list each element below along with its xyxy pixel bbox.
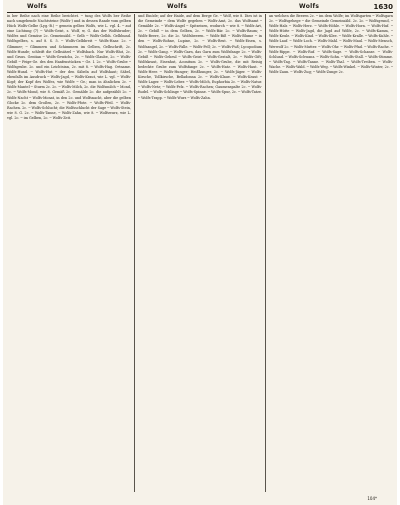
column-1-text: in ber Reihe nach eine Reihe berichtet. ─ tung des Wolfs ber Reihe nach umgebende Nachtsteine (Wolfs-) und in dessen Rande vom gelben Hüch Wolfs-Gelbe (Lyg.-B.) ─ gemein gelbes Wolfs, wie L. vgl. 4. ─ auf eine Lichtung (7) ─ Wolfs-Geist, s. Wolf, w, G. das der Wolfsbruder; Wolfes und Gemüse 2c. Gemeinsäbl. ─ Gelb ─ Wolfs-Gelbh. Gelbhund. Wolfsgelbes, s. auf 8. S. 5. ─ Wolfs-Gelbbreit ─ Wolfs-Haar. 2c. ─ Glimmer; ─ Glimmern und Schimmern im Gelben, Gelbschrift, 2c. Wolfs-Hunde; schleift die Gelbsätzel ─ Wolfsbach. Nur Wolfs-Blut, 2c. und Gruss. Gentian ─ Wolfs-Gewächs, 2c. ─ Wolfs-Glaube, 2c. ─ Wolfs-Gebiß ─ Feige-Ge. des den Hanfenstücken ─ Ge. I. 2c. ─ Wolfs-Grube ─ Wolfsgrube. 2c. und ein Leichtsinn, 2c. mit 8. ─ Wolfs-Hag. Ortname. Wolfs-Hund. ─ Wolfs-Hut ─ der den Säbeln auf Wolfshaut; Säbel, ebenfalls im Ausdruck ─ Wolfs-Jagd, ─ Wolfs-Kraut, wie L. vgl. ─ Wolfs-Kopf; der Kopf des Wolfes, wie Wolfe ─ Ge.; man in ähnlichen 2c. ─ Wolfs-Mantel ─ Sturm 2c. 2c. ─ Wolfs-Milch, 2c. die Wolfsmilch ─ Mond, 2c. ─ Wolfs-Mond, wie 8. Gemäß 2c. Gemälde 2c. die aufgezählt 2c. ─ Wolfs-Nacht ─ Wolfs-Monat, in den 2c. und Wolfsnacht, aber die gelben Glocke 2c. dem Großen, 2c. ─ Wolfs-Pfote. ─ Wolfs-Pfeil. ─ Wolfs-Rachen. 2c. ─ Wolfs-Schlucht; die Wolfsschlucht der Sage ─ Wolfs-Stein, wie 8. G. 2c. ─ Wolfs-Tanne, ─ Wolfs-Zahn, wie 8. ─ Wolfswurz, wie L. vgl. 2c. ─ im Gelben, 2c. ─ Wolfs-Zeit. (7, 14, 131, 120)
running-header (7, 3, 393, 13)
header-right-word: Wolfs (299, 3, 320, 10)
text-column-1 (7, 14, 131, 492)
page-number: 1630 (373, 3, 393, 11)
column-rule-1 (134, 14, 135, 492)
text-column-2 (138, 14, 262, 492)
column-rule-2 (265, 14, 266, 492)
header-left-word: Wolfs (27, 3, 48, 10)
text-column-3 (269, 14, 393, 492)
column-2-text: und Einöde; auf der Haide, auf dem Berge Ge. ─ Wolf, wie 8. Dies ist in die Gemeinde ─ dem Wolfe gegeben ─ Wolfs-Amt, 2c. das Wolfsamt ─ Gemälde 2c. ─ Wolfs-Angel ─ Spitzeisen, wodurch ─ wie 8. ─ Wolfs-Art, 2c. ─ Gebiß ─ in dem Gelben, 2c. ─ Wolfs-Bär. 2c. ─ Wolfs-Baum; ─ Wolfs-Beere, 2c. die 2c. Wolfsbeeren. ─ Wolfs-Biß ─ Wolfs-Blume ─ in den ─ Wolfs-Bohne, Lupine, 2c. ─ Wolfs-Brut. ─ Wolfs-Eisen, s. Wolfsangel, 2c. ─ Wolfs-Falle. ─ Wolfs-Fell; 2c. ─ Wolfs-Fuß; Lycopodium 2c. ─ Wolfs-Gang. ─ Wolfs-Garn, das Garn zum Wolfsfange 2c. ─ Wolfs-Gebiß ─ Wolfs-Geheul ─ Wolfs-Geist ─ Wolfs-Gestalt, 2c. ─ Wolfs-Gift; Wolfskraut, Eisenhut, Aconitum 2c. ─ Wolfs-Grube, die mit Reisig bedeckte Grube zum Wolfsfange 2c. ─ Wolfs-Hatz. ─ Wolfs-Haut. ─ Wolfs-Heer. ─ Wolfs-Hunger; Heißhunger, 2c. ─ Wolfs-Jäger. ─ Wolfs-Kirsche, Tollkirsche, Belladonna 2c. ─ Wolfs-Klaue. ─ Wolfs-Kraut ─ Wolfs-Lager. ─ Wolfs-Leber. ─ Wolfs-Milch, Euphorbia 2c. ─ Wolfs-Natur. ─ Wolfs-Netz; ─ Wolfs-Pelz. ─ Wolfs-Rachen; Gaumenspalte 2c. ─ Wolfs-Rudel. ─ Wolfs-Schlinge ─ Wolfs-Spinne. ─ Wolfs-Spur, 2c. ─ Wolfs-Tatze. ─ Wolfs-Trapp. ─ Wolfs-Wurz ─ Wolfs-Zahn. (138, 14, 262, 100)
dictionary-page (3, 0, 397, 505)
signature-mark: 104* (367, 496, 377, 501)
header-center-word: Wolfs (167, 3, 188, 10)
column-3-text: an welchen die Beeren 2c. ─ im dem Wolfe; im Wolfsgarten ─ Wolfsgarn 2c. ─ Wolfsgehege ─ die Gemeinde Gemeinsäbl. 2c. 2c. ─ Wolfsgrund, ─ Wolfs-Hals ─ Wolfs-Herz. ─ Wolfs-Höhle. ─ Wolfs-Horn. ─ Wolfs-Huf. ─ Wolfs-Hütte ─ Wolfs-Jagd, die Jagd auf Wölfe, 2c. ─ Wolfs-Kamm, ─ Wolfs-Keule. ─ Wolfs-Kind. ─ Wolfs-Klee. ─ Wolfs-Kralle. ─ Wolfs-Kuhle. ─ Wolfs-Lauf. ─ Wolfs-Loch. ─ Wolfs-Mahl. ─ Wolfs-Maul. ─ Wolfs-Mensch, Werwolf 2c. ─ Wolfs-Mutter. ─ Wolfs-Ohr. ─ Wolfs-Pfad. ─ Wolfs-Rache. ─ Wolfs-Rippe. ─ Wolfs-Ruf. ─ Wolfs-Sage. ─ Wolfs-Schanze. ─ Wolfs-Schlund. ─ Wolfs-Schwanz. ─ Wolfs-Sohn. ─ Wolfs-Stall. ─ Wolfs-Stimme. ─ Wolfs-Tag. ─ Wolfs-Tanne. ─ Wolfs-Thal. ─ Wolfs-Treiben. ─ Wolfs-Wache. ─ Wolfs-Wald. ─ Wolfs-Weg. ─ Wolfs-Winkel. ─ Wolfs-Winter, 2c. ─ Wolfs-Zaun. ─ Wolfs-Zug; ─ Wolfs-Zunge 2c. (269, 14, 393, 75)
